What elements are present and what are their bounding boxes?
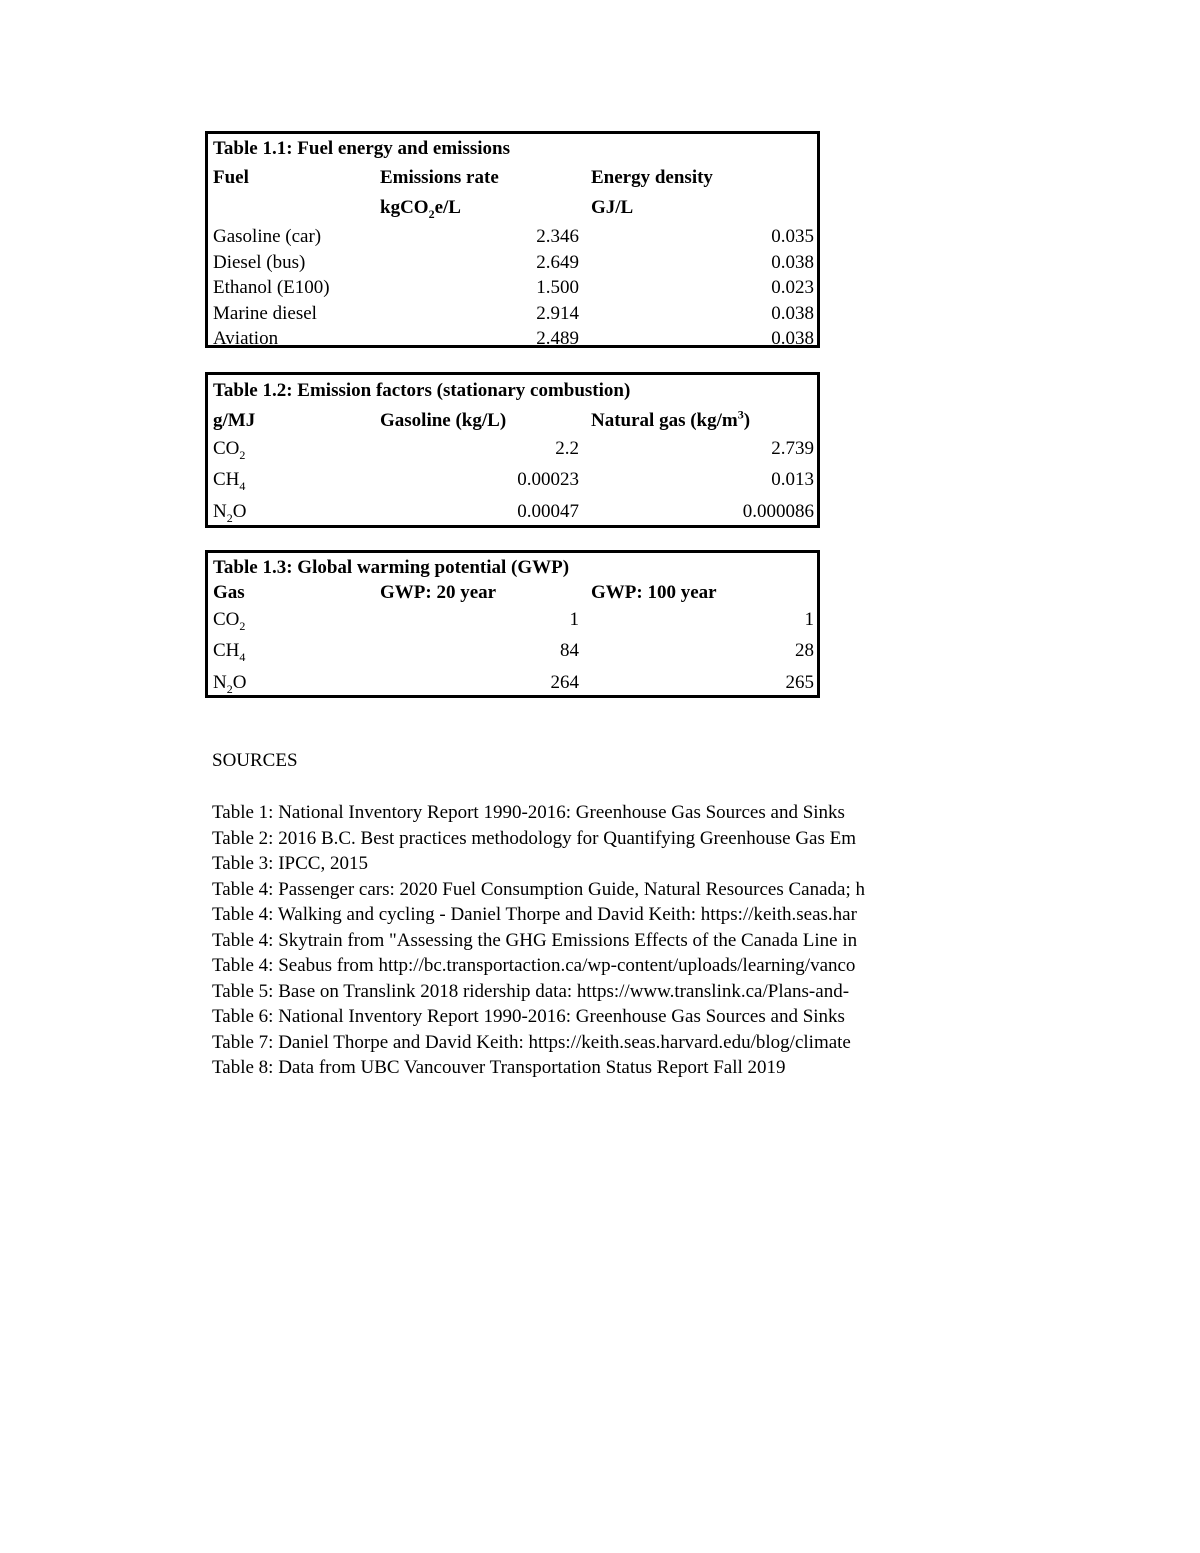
source-line: Table 4: Skytrain from "Assessing the GHG Emissions Effects of the Canada Line in bbox=[212, 929, 858, 951]
emissions-value: 1.500 bbox=[536, 277, 579, 298]
table-row bbox=[208, 249, 817, 275]
gwp-20-value: 84 bbox=[560, 640, 579, 661]
sources-section bbox=[212, 750, 972, 1081]
table-row bbox=[208, 325, 817, 351]
energy-value: 0.023 bbox=[771, 277, 814, 298]
fuel-name: Gasoline (car) bbox=[213, 226, 322, 247]
energy-value: 0.038 bbox=[771, 251, 814, 273]
fuel-name: Aviation bbox=[213, 328, 279, 349]
gwp-20-value: 1 bbox=[569, 609, 579, 630]
table-title: Table 1.1: Fuel energy and emissions bbox=[213, 138, 510, 159]
table-row bbox=[208, 223, 817, 249]
source-line: Table 3: IPCC, 2015 bbox=[212, 853, 368, 874]
sources-heading: SOURCES bbox=[212, 750, 298, 771]
energy-value: 0.038 bbox=[771, 328, 814, 349]
table-title-row bbox=[208, 553, 817, 578]
table-fuel-energy-emissions bbox=[205, 131, 820, 348]
energy-value: 0.038 bbox=[771, 302, 814, 324]
gas-name: $CH_4$ bbox=[213, 640, 246, 664]
gwp-20-value: 264 bbox=[550, 672, 579, 693]
header-gas: Gas bbox=[213, 582, 245, 603]
gasoline-value: 2.2 bbox=[555, 438, 579, 459]
header-energy-density: Energy density bbox=[591, 167, 713, 188]
natural-gas-value: 0.013 bbox=[771, 469, 814, 490]
fuel-name: Marine diesel bbox=[213, 302, 317, 324]
table-emission-factors bbox=[205, 372, 820, 528]
source-line: Table 4: Passenger cars: 2020 Fuel Consumption Guide, Natural Resources Canada; h bbox=[212, 878, 865, 900]
unit-emissions: kgCO$_2$e/L bbox=[380, 197, 461, 221]
table-header-row bbox=[208, 405, 817, 435]
gas-name: $N_2O$ bbox=[213, 501, 247, 525]
gasoline-value: 0.00047 bbox=[517, 501, 579, 522]
gas-name: $CO_2$ bbox=[213, 609, 246, 633]
gas-name: $N_2O$ bbox=[213, 672, 247, 696]
gasoline-value: 0.00023 bbox=[517, 469, 579, 490]
table-header-row bbox=[208, 164, 817, 193]
source-line: Table 1: National Inventory Report 1990-2016: Greenhouse Gas Sources and Sinks bbox=[212, 802, 845, 823]
table-row bbox=[208, 606, 817, 637]
source-line: Table 6: National Inventory Report 1990-2016: Greenhouse Gas Sources and Sinks bbox=[212, 1006, 845, 1027]
table-row bbox=[208, 637, 817, 669]
source-line: Table 2: 2016 B.C. Best practices methodology for Quantifying Greenhouse Gas Em bbox=[212, 827, 857, 849]
table-row bbox=[208, 300, 817, 326]
source-line: Table 5: Base on Translink 2018 ridership data: https://www.translink.ca/Plans-and- bbox=[212, 980, 850, 1002]
table-units-row bbox=[208, 193, 817, 223]
source-line: Table 8: Data from UBC Vancouver Transportation Status Report Fall 2019 bbox=[212, 1057, 786, 1078]
header-unit: g/MJ bbox=[213, 410, 256, 431]
gas-name: $CH_4$ bbox=[213, 469, 246, 493]
gwp-100-value: 1 bbox=[804, 609, 814, 630]
header-gwp-100: GWP: 100 year bbox=[591, 582, 717, 603]
fuel-name: Diesel (bus) bbox=[213, 251, 306, 273]
fuel-name: Ethanol (E100) bbox=[213, 277, 330, 298]
table-row bbox=[208, 669, 817, 697]
table-row bbox=[208, 435, 817, 466]
table-title-row bbox=[208, 134, 817, 164]
table-title-row bbox=[208, 375, 817, 405]
source-line: Table 4: Walking and cycling - Daniel Thorpe and David Keith: https://keith.seas.har bbox=[212, 904, 857, 925]
table-row bbox=[208, 466, 817, 498]
header-fuel: Fuel bbox=[213, 167, 249, 188]
natural-gas-value: 2.739 bbox=[771, 438, 814, 459]
emissions-value: 2.914 bbox=[536, 302, 579, 324]
table-title: Table 1.2: Emission factors (stationary combustion) bbox=[213, 380, 631, 401]
gwp-100-value: 265 bbox=[785, 672, 814, 693]
table-row bbox=[208, 498, 817, 526]
source-line: Table 4: Seabus from http://bc.transportaction.ca/wp-content/uploads/learning/vanco bbox=[212, 955, 856, 976]
emissions-value: 2.649 bbox=[536, 251, 579, 273]
table-header-row bbox=[208, 578, 817, 606]
header-gwp-20: GWP: 20 year bbox=[380, 582, 497, 603]
gas-name: $CO_2$ bbox=[213, 438, 246, 462]
source-line: Table 7: Daniel Thorpe and David Keith: https://keith.seas.harvard.edu/blog/climate bbox=[212, 1031, 851, 1053]
emissions-value: 2.346 bbox=[536, 226, 579, 247]
gwp-100-value: 28 bbox=[795, 640, 814, 661]
table-global-warming-potential bbox=[205, 550, 820, 698]
natural-gas-value: 0.000086 bbox=[742, 501, 814, 522]
table-row bbox=[208, 274, 817, 300]
header-natural-gas: Natural gas $(kg/m^3)$ bbox=[591, 407, 751, 431]
header-emissions-rate: Emissions rate bbox=[380, 167, 499, 188]
emissions-value: 2.489 bbox=[536, 328, 579, 349]
unit-energy: GJ/L bbox=[591, 197, 634, 218]
header-gasoline: Gasoline (kg/L) bbox=[380, 410, 507, 431]
energy-value: 0.035 bbox=[771, 226, 814, 247]
table-title: Table 1.3: Global warming potential (GWP) bbox=[213, 557, 570, 578]
